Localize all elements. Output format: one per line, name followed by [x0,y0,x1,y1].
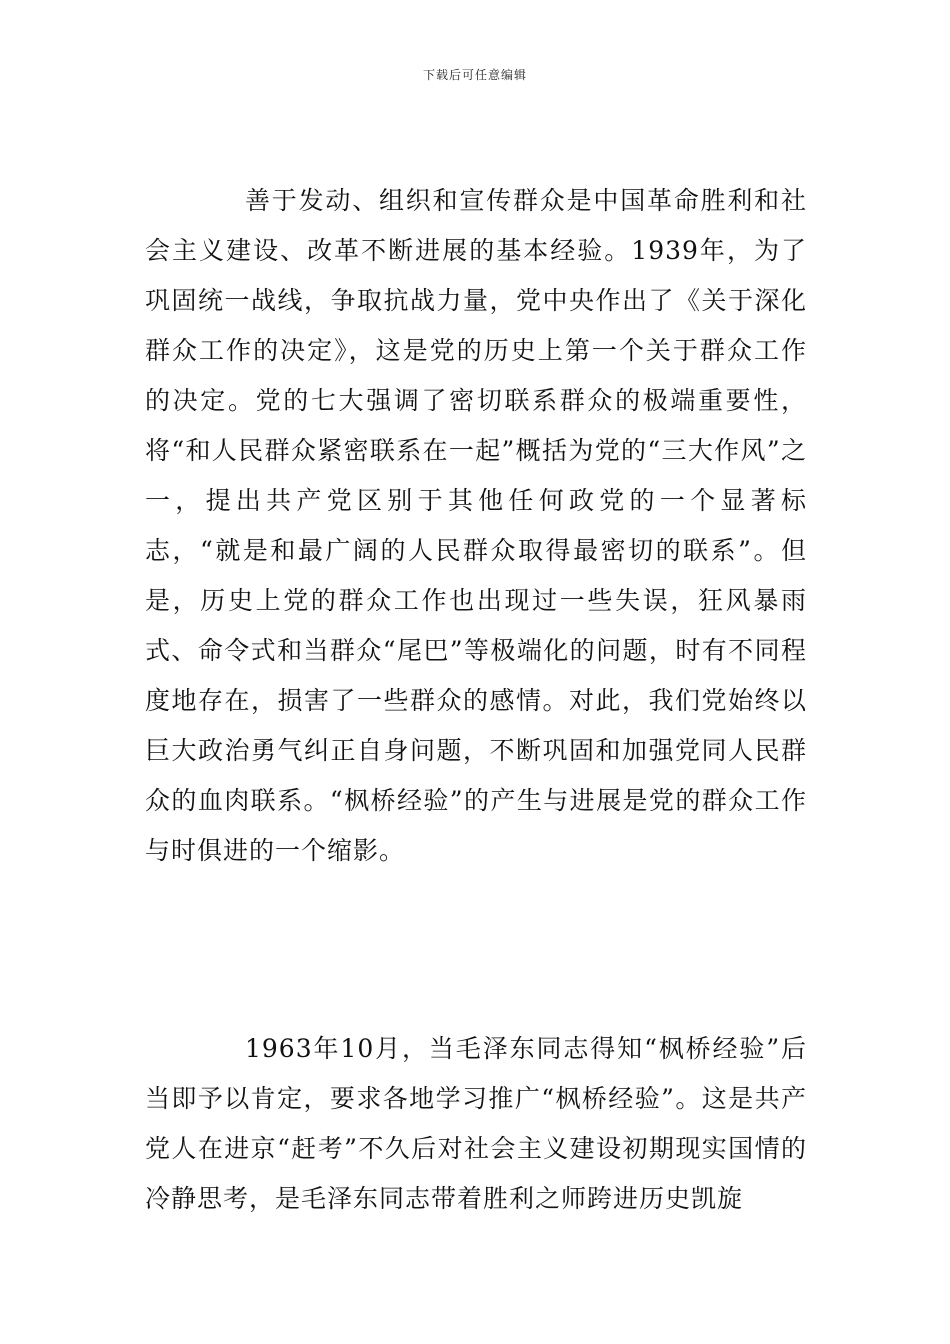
paragraph-2: 1963年10月，当毛泽东同志得知“枫桥经验”后当即予以肯定，要求各地学习推广“枫桥经验”。这是共产党人在进京“赶考”不久后对社会主义建设初期现实国情的冷静思考，是毛泽东同志带着胜利之师跨进历史凯旋 [145,1034,807,1213]
paragraph-1: 善于发动、组织和宣传群众是中国革命胜利和社会主义建设、改革不断进展的基本经验。1939年，为了巩固统一战线，争取抗战力量，党中央作出了《关于深化群众工作的决定》，这是党的历史上第一个关于群众工作的决定。党的七大强调了密切联系群众的极端重要性，将“和人民群众紧密联系在一起”概括为党的“三大作风”之一，提出共产党区别于其他任何政党的一个显著标志，“就是和最广阔的人民群众取得最密切的联系”。但是，历史上党的群众工作也出现过一些失误，狂风暴雨式、命令式和当群众“尾巴”等极端化的问题，时有不同程度地存在，损害了一些群众的感情。对此，我们党始终以巨大政治勇气纠正自身问题，不断巩固和加强党同人民群众的血肉联系。“枫桥经验”的产生与进展是党的群众工作与时俱进的一个缩影。 [145,186,807,865]
header-note: 下载后可任意编辑 [422,68,527,82]
